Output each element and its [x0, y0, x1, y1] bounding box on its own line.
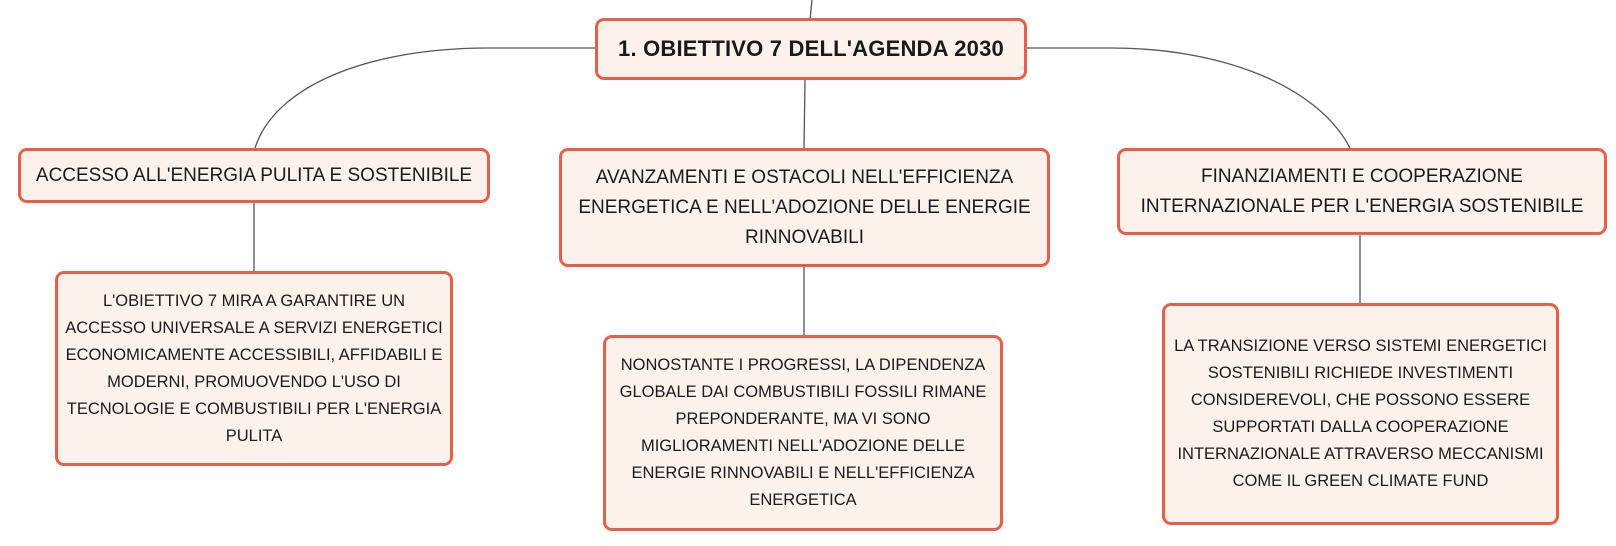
detail-node-access[interactable]	[55, 271, 453, 466]
detail-node-progress[interactable]	[603, 335, 1003, 531]
connector-from-parent	[810, 0, 812, 20]
branch-progress-label: AVANZAMENTI E OSTACOLI NELL'EFFICIENZA ENERGETICA E NELL'ADOZIONE DELLE ENERGIE RINNOVABILI	[578, 166, 1031, 248]
detail-access-text: L'OBIETTIVO 7 MIRA A GARANTIRE UN ACCESSO UNIVERSALE A SERVIZI ENERGETICI ECONOMICAMENTE ACCESSIBILI, AFFIDABILI E MODERNI, PROMUOVENDO L'USO DI TECNOLOGIE E COMBUSTIBILI PER L'ENERGIA PULITA	[65, 291, 443, 445]
root-topic-node[interactable]	[595, 18, 1027, 80]
root-topic-label: 1. OBIETTIVO 7 DELL'AGENDA 2030	[618, 36, 1004, 61]
connector-root-to-branch-2	[804, 79, 805, 150]
branch-financing-label: FINANZIAMENTI E COOPERAZIONE INTERNAZIONALE PER L'ENERGIA SOSTENIBILE	[1140, 165, 1584, 217]
branch-access-label: ACCESSO ALL'ENERGIA PULITA E SOSTENIBILE	[35, 164, 473, 186]
branch-node-financing[interactable]	[1117, 148, 1607, 235]
branch-node-progress[interactable]	[559, 148, 1050, 267]
detail-financing-text: LA TRANSIZIONE VERSO SISTEMI ENERGETICI SOSTENIBILI RICHIEDE INVESTIMENTI CONSIDEREVOLI, CHE POSSONO ESSERE SUPPORTATI DALLA COOPERAZIONE INTERNAZIONALE ATTRAVERSO MECCANISMI COME IL GREEN CLIMATE FUND	[1174, 337, 1547, 490]
connector-root-to-branch-3	[1027, 48, 1350, 148]
detail-progress-text: NONOSTANTE I PROGRESSI, LA DIPENDENZA GLOBALE DAI COMBUSTIBILI FOSSILI RIMANE PREPONDERANTE, MA VI SONO MIGLIORAMENTI NELL'ADOZIONE DELLE ENERGIE RINNOVABILI E NELL'EFFICIENZA ENERGETICA	[619, 356, 987, 509]
detail-node-financing[interactable]	[1162, 303, 1559, 525]
connector-root-to-branch-1	[255, 48, 595, 148]
branch-node-access[interactable]	[18, 148, 490, 203]
